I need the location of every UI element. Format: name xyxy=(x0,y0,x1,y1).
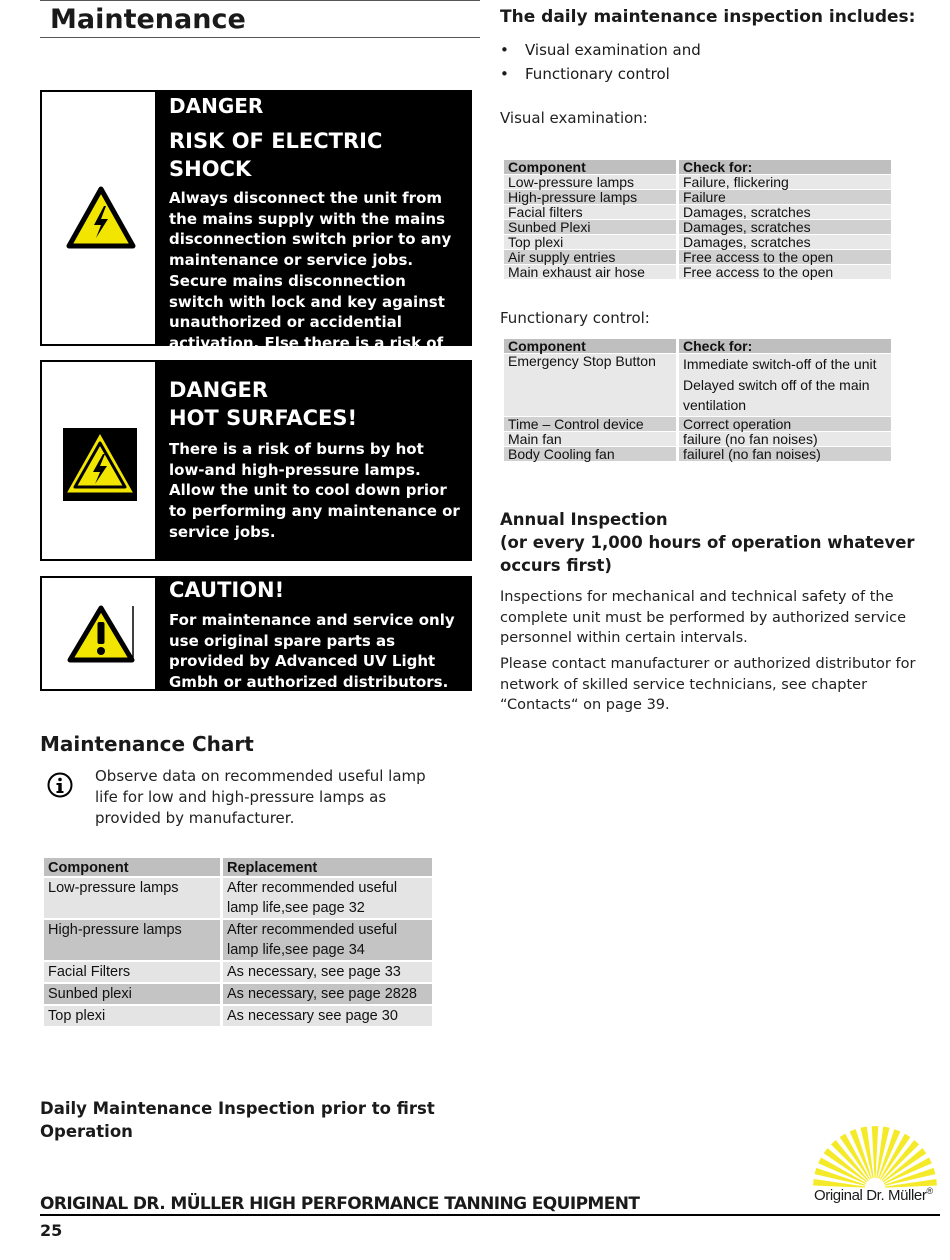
registered-mark: ® xyxy=(926,1186,933,1196)
table-header-cell: Component xyxy=(504,160,676,174)
maintenance-chart-heading: Maintenance Chart xyxy=(40,732,254,756)
electric-hazard-icon xyxy=(66,186,136,254)
table-row xyxy=(44,878,432,918)
annual-inspection-heading xyxy=(500,508,940,577)
table-cell: As necessary, see page 33 xyxy=(223,962,432,982)
table-cell: failurel (no fan noises) xyxy=(679,447,891,461)
table-cell: Body Cooling fan xyxy=(504,447,676,461)
brand-name: Original Dr. Müller xyxy=(814,1187,927,1204)
warning-body: Always disconnect the unit from the mains supply with the mains disconnection switch prior to any maintenance or service jobs. Secure mains disconnection switch with lock and key against unauthorized or accidential activation. Else there is a risk of xyxy=(169,189,452,352)
visual-examination-table xyxy=(501,159,894,280)
table-row xyxy=(44,962,432,982)
table-cell: Low-pressure lamps xyxy=(504,175,676,189)
warning-electric-shock xyxy=(40,90,472,352)
daily-includes-heading: The daily maintenance inspection includes: xyxy=(500,7,916,27)
maintenance-chart-table xyxy=(41,856,435,1028)
table-cell: Free access to the open xyxy=(679,250,891,264)
warning-heading: DANGER xyxy=(169,94,264,118)
table-cell: Immediate switch-off of the unit Delayed switch off of the main ventilation xyxy=(679,354,891,416)
warning-heading: RISK OF ELECTRIC SHOCK xyxy=(169,129,383,181)
table-row xyxy=(504,265,891,279)
table-cell: Time – Control device xyxy=(504,417,676,431)
table-row xyxy=(504,175,891,189)
daily-inspection-heading: Daily Maintenance Inspection prior to first Operation xyxy=(40,1099,435,1141)
table-header-row xyxy=(44,858,432,876)
table-cell: Emergency Stop Button xyxy=(504,354,676,416)
table-cell: Damages, scratches xyxy=(679,205,891,219)
warning-hot-surfaces xyxy=(40,360,472,561)
list-item: • Visual examination and xyxy=(500,38,701,62)
table-row xyxy=(504,432,891,446)
warning-text-panel xyxy=(155,92,470,352)
info-icon xyxy=(46,771,74,803)
table-row xyxy=(44,984,432,1004)
table-cell: High-pressure lamps xyxy=(44,920,220,960)
table-cell: Main fan xyxy=(504,432,676,446)
annual-heading-line: (or every 1,000 hours of operation whatever occurs first) xyxy=(500,533,915,575)
visual-examination-label: Visual examination: xyxy=(500,109,648,127)
table-cell: Top plexi xyxy=(504,235,676,249)
table-cell: After recommended useful lamp life,see page 32 xyxy=(223,878,432,918)
warning-text-panel xyxy=(155,362,470,559)
table-row xyxy=(504,354,891,416)
table-cell: Failure, flickering xyxy=(679,175,891,189)
annual-paragraph: Please contact manufacturer or authorized distributor for network of skilled service technicians, see chapter “Contacts“ on page 39. xyxy=(500,656,916,713)
table-row xyxy=(44,1006,432,1026)
table-row xyxy=(44,920,432,960)
table-header-row xyxy=(504,339,891,353)
footer-rule xyxy=(40,1214,940,1216)
annual-heading-line: Annual Inspection xyxy=(500,510,668,529)
table-header-cell: Component xyxy=(44,858,220,876)
table-cell: Facial filters xyxy=(504,205,676,219)
table-cell: As necessary, see page 2828 xyxy=(223,984,432,1004)
table-cell: After recommended useful lamp life,see page 34 xyxy=(223,920,432,960)
footer-title: ORIGINAL DR. MÜLLER HIGH PERFORMANCE TANNING EQUIPMENT xyxy=(40,1194,640,1214)
annual-paragraph: Inspections for mechanical and technical safety of the complete unit must be performed by authorized service personnel within certain intervals. xyxy=(500,589,907,646)
table-header-cell: Replacement xyxy=(223,858,432,876)
table-header-row xyxy=(504,160,891,174)
table-row xyxy=(504,235,891,249)
warning-heading: CAUTION! xyxy=(169,578,285,602)
table-cell: failure (no fan noises) xyxy=(679,432,891,446)
brand-sun-logo xyxy=(812,1124,938,1192)
table-cell: Main exhaust air hose xyxy=(504,265,676,279)
page-title: Maintenance xyxy=(50,4,246,35)
warning-body: There is a risk of burns by hot low-and high-pressure lamps. Allow the unit to cool down prior to performing any maintenance or service jobs. xyxy=(169,440,460,541)
sun-ray xyxy=(872,1126,878,1178)
lamp-life-note: Observe data on recommended useful lamp life for low and high-pressure lamps as provided by manufacturer. xyxy=(95,767,426,827)
table-cell: Sunbed Plexi xyxy=(504,220,676,234)
page-number: 25 xyxy=(40,1221,63,1240)
table-cell: Facial Filters xyxy=(44,962,220,982)
caution-icon xyxy=(66,604,136,668)
table-cell: Free access to the open xyxy=(679,265,891,279)
table-cell: Damages, scratches xyxy=(679,220,891,234)
warning-caution xyxy=(40,576,472,691)
table-row xyxy=(504,220,891,234)
brand-logo-text xyxy=(814,1186,933,1204)
hot-surface-hazard-icon xyxy=(63,428,137,501)
list-item: • Functionary control xyxy=(500,62,701,86)
table-row xyxy=(504,190,891,204)
warning-heading: HOT SURFACES! xyxy=(169,406,358,430)
table-row xyxy=(504,447,891,461)
table-header-cell: Component xyxy=(504,339,676,353)
table-cell: Air supply entries xyxy=(504,250,676,264)
table-row xyxy=(504,250,891,264)
table-row xyxy=(504,205,891,219)
table-cell: Low-pressure lamps xyxy=(44,878,220,918)
daily-includes-list xyxy=(500,38,701,86)
functionary-control-table xyxy=(501,338,894,462)
table-cell: Damages, scratches xyxy=(679,235,891,249)
table-cell: As necessary see page 30 xyxy=(223,1006,432,1026)
table-cell: Failure xyxy=(679,190,891,204)
table-cell: High-pressure lamps xyxy=(504,190,676,204)
table-cell: Correct operation xyxy=(679,417,891,431)
table-row xyxy=(504,417,891,431)
table-header-cell: Check for: xyxy=(679,339,891,353)
table-header-cell: Check for: xyxy=(679,160,891,174)
warning-text-panel xyxy=(155,578,470,692)
functionary-control-label: Functionary control: xyxy=(500,309,650,327)
table-cell: Sunbed plexi xyxy=(44,984,220,1004)
warning-heading: DANGER xyxy=(169,378,269,402)
warning-body: For maintenance and service only use original spare parts as provided by Advanced UV Light Gmbh or authorized distributors. xyxy=(169,611,455,692)
table-cell: Top plexi xyxy=(44,1006,220,1026)
